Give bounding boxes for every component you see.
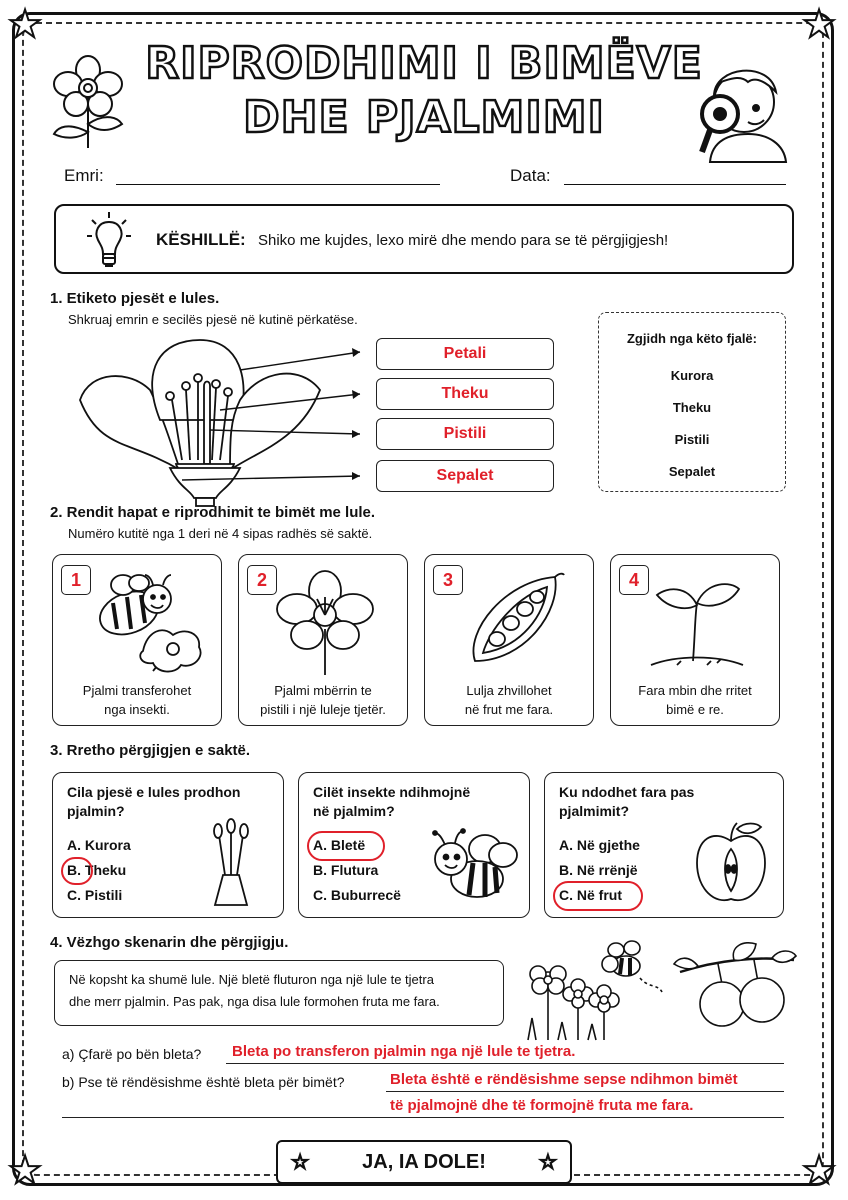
mc-card-2 xyxy=(298,772,530,918)
date-label: Data: xyxy=(510,166,551,185)
step-line: Fara mbin dhe rritet xyxy=(638,683,752,698)
footer-banner-text: JA, IA DOLE! xyxy=(362,1151,486,1173)
mc-option-selected[interactable]: B. Theku xyxy=(67,862,127,878)
answer-b-line-2[interactable]: të pjalmojnë dhe të formojnë fruta me fara. xyxy=(390,1097,694,1114)
tip-heading: KËSHILLË: xyxy=(156,230,246,249)
q4-title: 4. Vëzhgo skenarin dhe përgjigju. xyxy=(50,934,289,951)
mc-question-line: pjalmimit? xyxy=(559,803,630,819)
q3-title: 3. Rretho përgjigjen e saktë. xyxy=(50,742,251,759)
flower-icon xyxy=(48,52,128,152)
mc-option[interactable]: C. Buburrecë xyxy=(313,887,401,903)
step-card-3 xyxy=(424,554,594,726)
step-description xyxy=(429,681,589,719)
lightbulb-icon xyxy=(86,210,132,270)
mc-question xyxy=(313,783,470,821)
step-card-1 xyxy=(52,554,222,726)
word-bank-item: Sepalet xyxy=(668,464,716,479)
tip-text: Shiko me kujdes, lexo mirë dhe mendo para se të përgjigjesh! xyxy=(258,232,669,249)
word-bank-item: Pistili xyxy=(674,432,710,447)
step-card-4 xyxy=(610,554,780,726)
q2-title: 2. Rendit hapat e riprodhimit te bimët me lule. xyxy=(50,504,376,521)
answer-circle xyxy=(61,857,93,885)
mc-option[interactable]: C. Pistili xyxy=(67,887,123,903)
answer-a[interactable]: Bleta po transferon pjalmin nga një lule te tjetra. xyxy=(232,1043,576,1060)
flower-label-pistil[interactable]: Pistili xyxy=(376,418,554,450)
step-line: nga insekti. xyxy=(104,702,170,717)
sprout-icon xyxy=(647,575,747,671)
mc-option[interactable]: A. Në gjethe xyxy=(559,837,640,853)
footer-banner xyxy=(276,1140,572,1184)
flower-diagram xyxy=(70,330,370,506)
name-label: Emri: xyxy=(64,166,104,185)
step-number[interactable]: 3 xyxy=(433,565,463,595)
mc-question xyxy=(67,783,240,821)
flower-label-stamen[interactable]: Theku xyxy=(376,378,554,410)
star-icon: ★ xyxy=(8,4,43,46)
step-line: në frut me fara. xyxy=(464,702,554,717)
step-line: bimë e re. xyxy=(666,702,724,717)
mc-option[interactable]: B. Në rrënjë xyxy=(559,862,638,878)
step-number[interactable]: 2 xyxy=(247,565,277,595)
q1-title: 1. Etiketo pjesët e lules. xyxy=(50,290,220,307)
flower-label-sepals[interactable]: Sepalet xyxy=(376,460,554,492)
mc-question xyxy=(559,783,694,821)
step-description xyxy=(615,681,775,719)
page-title-line-1: RIPRODHIMI I BIMËVE xyxy=(145,38,703,89)
apple-half-icon xyxy=(693,819,769,907)
step-line: pistili i një luleje tjetër. xyxy=(260,702,386,717)
word-bank-item: Theku xyxy=(672,400,712,415)
mc-option[interactable]: A. Kurora xyxy=(67,837,131,853)
q1-instruction: Shkruaj emrin e secilës pjesë në kutinë përkatëse. xyxy=(68,312,358,327)
step-description xyxy=(243,681,403,719)
garden-scene-icon xyxy=(518,938,798,1042)
bee-icon xyxy=(429,825,519,905)
step-number[interactable]: 1 xyxy=(61,565,91,595)
name-field[interactable] xyxy=(116,184,440,185)
star-icon: ★ xyxy=(539,1152,556,1172)
date-field[interactable] xyxy=(564,184,786,185)
mc-option-selected[interactable]: C. Në frut xyxy=(559,887,622,903)
star-icon: ★ xyxy=(802,1150,837,1192)
question-a: a) Çfarë po bën bleta? xyxy=(62,1046,202,1062)
q2-instruction: Numëro kutitë nga 1 deri në 4 sipas radhës së saktë. xyxy=(68,526,373,541)
flower-icon xyxy=(273,569,377,677)
question-b: b) Pse të rëndësishme është bleta për bimët? xyxy=(62,1074,345,1090)
step-line: Lulja zhvillohet xyxy=(466,683,552,698)
star-icon: ★ xyxy=(8,1150,43,1192)
story-line: Në kopsht ka shumë lule. Një bletë fluturon nga një lule te tjetra xyxy=(69,972,434,987)
answer-line xyxy=(62,1117,784,1118)
story-box xyxy=(54,960,504,1026)
step-line: Pjalmi mbërrin te xyxy=(274,683,372,698)
mc-question-line: pjalmin? xyxy=(67,803,125,819)
step-number[interactable]: 4 xyxy=(619,565,649,595)
flower-label-petal[interactable]: Petali xyxy=(376,338,554,370)
mc-option-selected[interactable]: A. Bletë xyxy=(313,837,366,853)
star-icon: ★ xyxy=(802,4,837,46)
word-bank-item: Kurora xyxy=(670,368,714,383)
mc-question-line: Cilët insekte ndihmojnë xyxy=(313,784,471,800)
mc-card-3 xyxy=(544,772,784,918)
bee-on-flower-icon xyxy=(93,571,213,675)
mc-question-line: Cila pjesë e lules prodhon xyxy=(67,784,241,800)
mc-question-line: Ku ndodhet fara pas xyxy=(559,784,695,800)
mc-question-line: në pjalmim? xyxy=(313,803,395,819)
answer-line xyxy=(226,1063,784,1064)
answer-b-line-1[interactable]: Bleta është e rëndësishme sepse ndihmon bimët xyxy=(390,1071,738,1088)
boy-magnifier-icon xyxy=(690,52,790,162)
story-line: dhe merr pjalmin. Pas pak, nga disa lule formohen fruta me fara. xyxy=(69,994,440,1009)
stamen-icon xyxy=(205,819,257,909)
page-title-line-2: DHE PJALMIMI xyxy=(243,92,605,143)
step-description xyxy=(57,681,217,719)
answer-line xyxy=(386,1091,784,1092)
answer-circle xyxy=(553,881,643,911)
seed-pod-icon xyxy=(465,571,565,671)
step-card-2 xyxy=(238,554,408,726)
word-bank xyxy=(598,312,786,492)
step-line: Pjalmi transferohet xyxy=(82,683,192,698)
mc-card-1 xyxy=(52,772,284,918)
star-icon: ★ xyxy=(292,1152,309,1172)
word-bank-title: Zgjidh nga këto fjalë: xyxy=(626,331,757,346)
mc-option[interactable]: B. Flutura xyxy=(313,862,379,878)
answer-circle xyxy=(307,831,385,861)
